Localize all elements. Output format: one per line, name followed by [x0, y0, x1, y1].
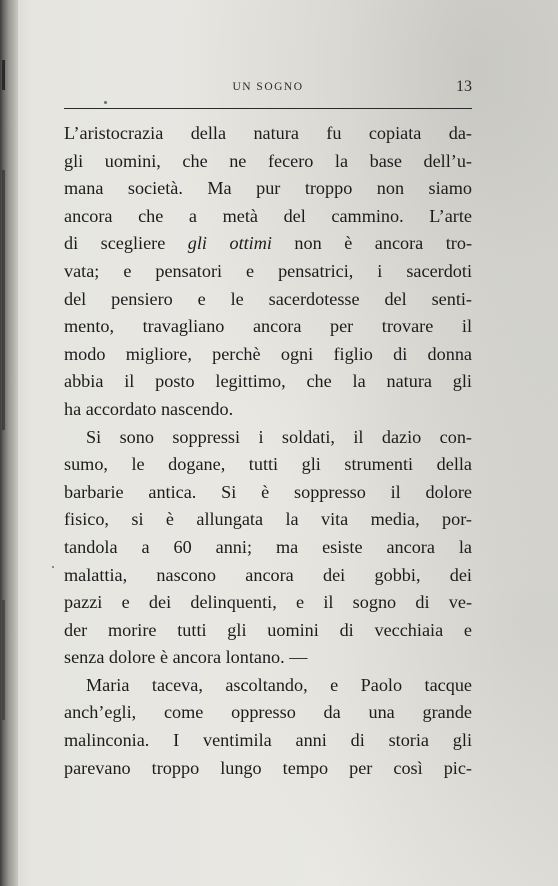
text-line: sumo, le dogane, tutti gli strumenti della: [64, 454, 472, 475]
text-line: del pensiero e le sacerdotesse del senti-: [64, 288, 472, 309]
text-line: der morire tutti gli uomini di vecchiaia e: [64, 619, 472, 640]
body-text: [64, 120, 472, 782]
italic-phrase: gli ottimi: [187, 233, 272, 254]
text-line: vata; e pensatori e pensatrici, i sacerdoti: [64, 260, 472, 281]
binding-mark: [2, 170, 5, 430]
running-head: [64, 78, 472, 98]
text-span: di scegliere: [64, 233, 188, 254]
text-line: senza dolore è ancora lontano. —: [64, 647, 308, 668]
text-span: non è ancora tro-: [271, 233, 472, 254]
text-line: malattia, nascono ancora dei gobbi, dei: [64, 564, 472, 585]
binding-mark: [2, 60, 5, 90]
paper-speck: [104, 101, 107, 104]
text-line: gli uomini, che ne fecero la base dell’u-: [64, 150, 472, 171]
text-line: barbarie antica. Si è soppresso il dolore: [64, 481, 472, 502]
binding-mark: [2, 600, 5, 720]
header-rule: [64, 108, 472, 109]
text-line: modo migliore, perchè ogni figlio di donna: [64, 343, 472, 364]
text-line: mana società. Ma pur troppo non siamo: [64, 178, 472, 199]
text-line: malinconia. I ventimila anni di storia gli: [64, 730, 472, 751]
running-title: UN SOGNO: [232, 81, 304, 93]
text-line: Si sono soppressi i soldati, il dazio con-: [86, 426, 472, 447]
text-line: tandola a 60 anni; ma esiste ancora la: [64, 536, 472, 557]
text-line: Maria taceva, ascoltando, e Paolo tacque: [86, 674, 472, 695]
text-line: abbia il posto legittimo, che la natura gli: [64, 371, 472, 392]
text-line: pazzi e dei delinquenti, e il sogno di ve-: [64, 592, 472, 613]
page-number: 13: [456, 78, 472, 95]
text-line: mento, travagliano ancora per trovare il: [64, 316, 472, 337]
text-line: ancora che a metà del cammino. L’arte: [64, 205, 472, 226]
page-binding-shadow: [0, 0, 18, 886]
text-line: parevano troppo lungo tempo per così pic-: [64, 757, 472, 778]
text-line: ha accordato nascendo.: [64, 398, 234, 419]
text-line: anch’egli, come oppresso da una grande: [64, 702, 472, 723]
text-line: L’aristocrazia della natura fu copiata da-: [64, 123, 472, 143]
paper-speck: [52, 566, 54, 568]
text-line: fisico, si è allungata la vita media, por-: [64, 509, 472, 530]
text-line: [64, 230, 472, 258]
